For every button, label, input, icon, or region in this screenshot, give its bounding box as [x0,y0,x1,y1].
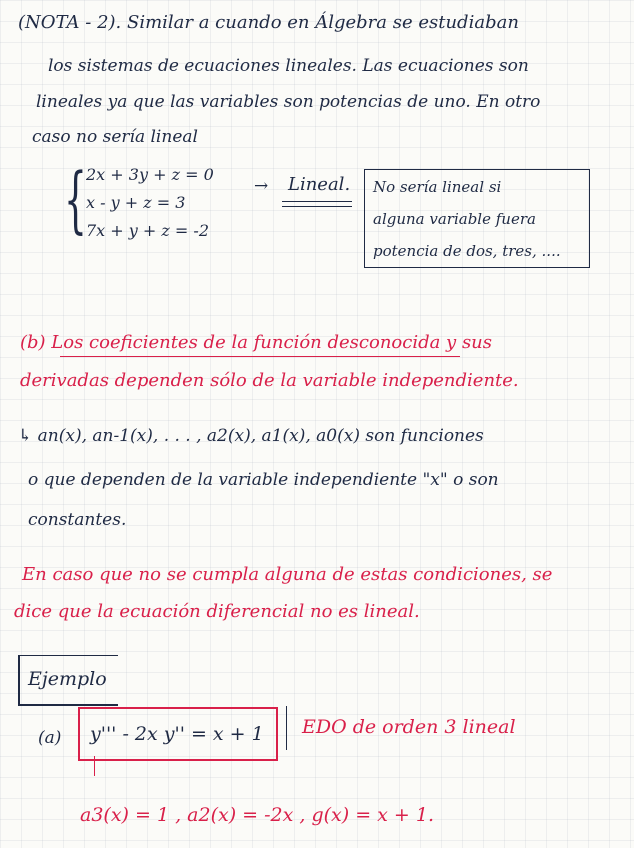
condition-b-underline [60,356,460,357]
note-line-2: los sistemas de ecuaciones lineales. Las ecuaciones son [48,56,529,76]
example-label: (a) [38,728,62,748]
example-equation-box [78,707,278,761]
lineal-underline-2 [282,206,352,207]
system-eq-1: 2x + 3y + z = 0 [86,165,214,184]
conclusion-line-2: dice que la ecuación diferencial no es lineal. [14,601,420,622]
example-coefficients: a3(x) = 1 , a2(x) = -2x , g(x) = x + 1. [80,804,435,826]
example-heading: Ejemplo [28,668,107,690]
equation-system [64,157,244,241]
condition-b-line-1: (b) Los coeficientes de la función desconocida y sus [20,332,493,353]
lineal-label: Lineal. [288,174,351,195]
explanation-line-3: constantes. [28,510,127,530]
system-eq-3: 7x + y + z = -2 [86,221,209,240]
note-line-1: (NOTA - 2). Similar a cuando en Álgebra se estudiaban [18,12,519,33]
nonlinear-note-line-1: No sería lineal si [373,178,502,196]
note-line-4: caso no sería lineal [32,127,198,147]
nonlinear-note-line-3: potencia de dos, tres, .... [373,242,561,260]
equation-divider [286,706,287,750]
lineal-underline-1 [282,201,352,202]
example-heading-box [18,655,118,706]
nonlinear-note-line-2: alguna variable fuera [373,210,536,228]
system-brace: { [64,157,87,241]
note-line-3: lineales ya que las variables son potencias de uno. En otro [36,92,541,112]
arrow-icon: → [254,176,269,196]
nonlinear-note-box [364,169,590,268]
example-equation: y''' - 2x y'' = x + 1 [90,723,264,745]
conclusion-line-1: En caso que no se cumpla alguna de estas condiciones, se [22,564,553,585]
explanation-line-1: ↳ an(x), an-1(x), . . . , a2(x), a1(x), a0(x) son funciones [18,426,484,446]
system-eq-2: x - y + z = 3 [86,193,186,212]
condition-b-line-2: derivadas dependen sólo de la variable independiente. [20,370,519,391]
equation-tail-mark [94,756,95,776]
example-description: EDO de orden 3 lineal [302,716,516,738]
explanation-line-2: o que dependen de la variable independiente "x" o son [28,470,499,490]
